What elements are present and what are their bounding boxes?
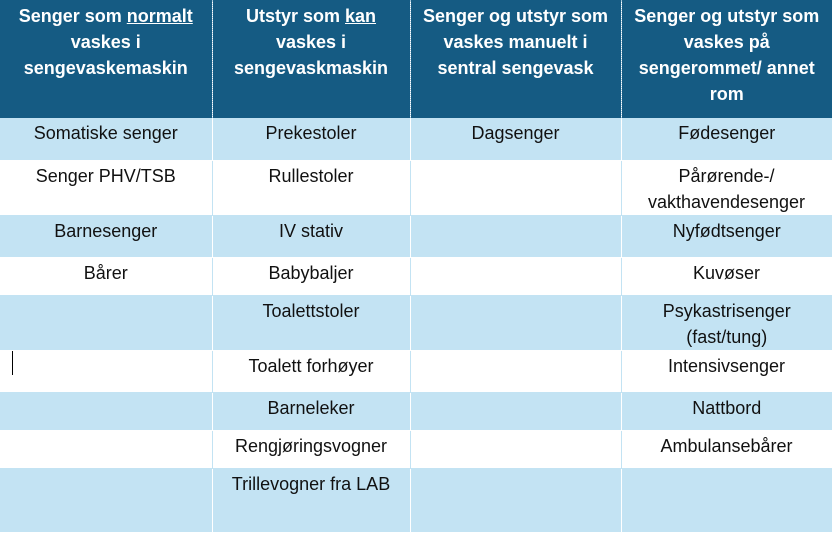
table-cell[interactable]: Pårørende-/ vakthavendesenger bbox=[621, 160, 832, 215]
table-cell[interactable] bbox=[0, 295, 212, 350]
table-cell[interactable]: Trillevogner fra LAB bbox=[212, 468, 410, 532]
table-cell[interactable]: Prekestoler bbox=[212, 118, 410, 160]
table-cell[interactable] bbox=[410, 295, 621, 350]
table-cell[interactable]: Kuvøser bbox=[621, 257, 832, 295]
table-cell[interactable] bbox=[0, 350, 212, 392]
table-cell[interactable]: Rengjøringsvogner bbox=[212, 430, 410, 468]
table-cell[interactable]: Barnesenger bbox=[0, 215, 212, 257]
table-cell[interactable]: Rullestoler bbox=[212, 160, 410, 215]
table-row bbox=[0, 160, 832, 215]
table-row bbox=[0, 118, 832, 160]
table-cell[interactable] bbox=[410, 392, 621, 430]
table-cell[interactable] bbox=[0, 430, 212, 468]
table-cell[interactable] bbox=[410, 430, 621, 468]
table-cell[interactable]: Somatiske senger bbox=[0, 118, 212, 160]
table-cell[interactable]: Dagsenger bbox=[410, 118, 621, 160]
table-cell[interactable]: Barneleker bbox=[212, 392, 410, 430]
header-col-3: Senger og utstyr som vaskes manuelt i sentral sengevask bbox=[410, 0, 621, 118]
text-cursor bbox=[12, 351, 13, 375]
table-cell[interactable]: Babybaljer bbox=[212, 257, 410, 295]
table-row bbox=[0, 468, 832, 532]
header-col-2: Utstyr som kan vaskes i sengevaskmaskin bbox=[212, 0, 410, 118]
table-row bbox=[0, 392, 832, 430]
table-cell[interactable] bbox=[410, 350, 621, 392]
table-cell[interactable]: Toalett forhøyer bbox=[212, 350, 410, 392]
table-cell[interactable]: Nattbord bbox=[621, 392, 832, 430]
table-cell[interactable]: Toalettstoler bbox=[212, 295, 410, 350]
table-cell[interactable]: Ambulansebårer bbox=[621, 430, 832, 468]
table-row bbox=[0, 257, 832, 295]
table-cell[interactable] bbox=[0, 468, 212, 532]
table-cell[interactable]: Intensivsenger bbox=[621, 350, 832, 392]
header-row bbox=[0, 0, 832, 118]
header-col-4: Senger og utstyr som vaskes på sengerommet/ annet rom bbox=[621, 0, 832, 118]
table-row bbox=[0, 430, 832, 468]
table-cell[interactable]: Psykastrisenger (fast/tung) bbox=[621, 295, 832, 350]
table-cell[interactable]: Bårer bbox=[0, 257, 212, 295]
table-cell[interactable]: Senger PHV/TSB bbox=[0, 160, 212, 215]
table-cell[interactable] bbox=[0, 392, 212, 430]
table-cell[interactable]: Fødesenger bbox=[621, 118, 832, 160]
table-row bbox=[0, 295, 832, 350]
table-cell[interactable]: Nyfødtsenger bbox=[621, 215, 832, 257]
table-cell[interactable]: IV stativ bbox=[212, 215, 410, 257]
table-cell[interactable] bbox=[621, 468, 832, 532]
table-cell[interactable] bbox=[410, 468, 621, 532]
table-cell[interactable] bbox=[410, 257, 621, 295]
table-cell[interactable] bbox=[410, 215, 621, 257]
table-row bbox=[0, 350, 832, 392]
table-cell[interactable] bbox=[410, 160, 621, 215]
table-row bbox=[0, 215, 832, 257]
header-col-1: Senger som normalt vaskes i sengevaskemaskin bbox=[0, 0, 212, 118]
